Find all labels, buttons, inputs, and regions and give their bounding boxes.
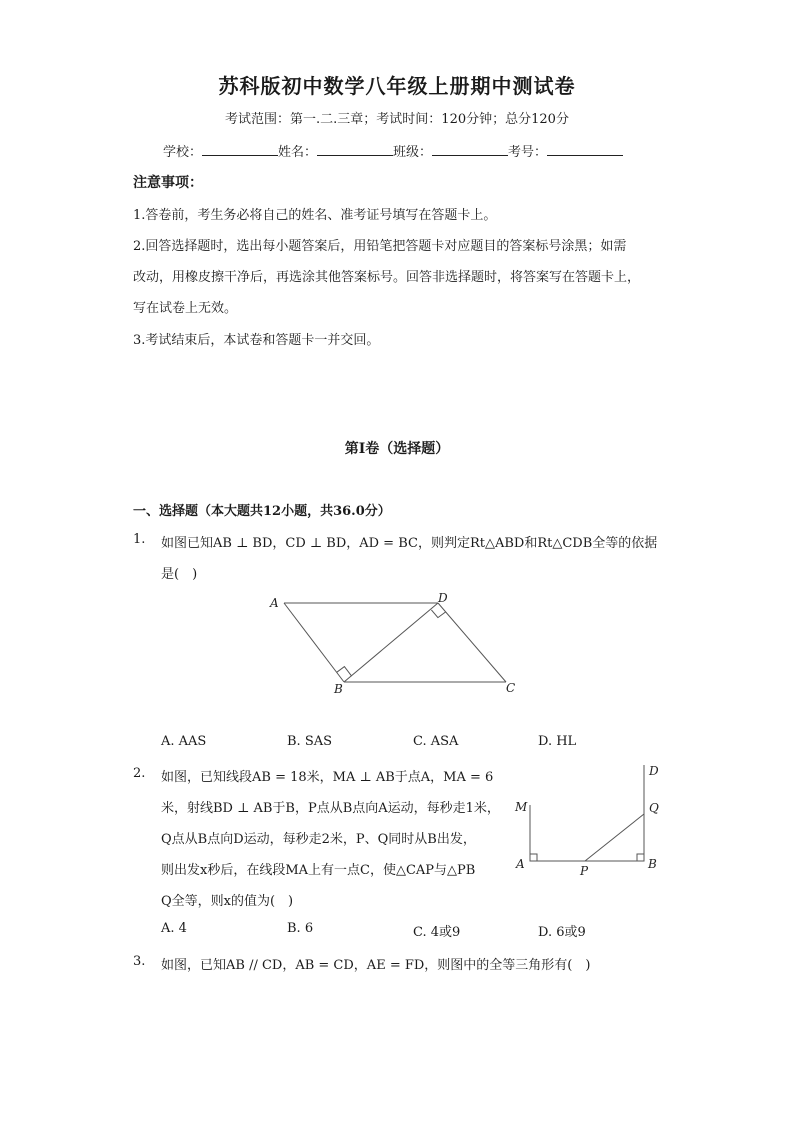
q2-option-c[interactable]: C. 4或9 — [413, 925, 461, 940]
q2-text-line-4: 则出发x秒后，在线段MA上有一点C，使△CAP与△PB — [161, 863, 476, 878]
label-d: D — [438, 591, 448, 605]
q1-text-line-1: 如图已知AB ⊥ BD，CD ⊥ BD，AD = BC，则判定Rt△ABD和Rt△CDB全等的依据 — [161, 536, 658, 551]
volume-heading: 第Ⅰ卷（选择题） — [344, 441, 450, 457]
q2-number: 2. — [133, 766, 146, 781]
exam-number-blank[interactable] — [547, 141, 623, 156]
q1-option-a[interactable]: A. AAS — [161, 734, 207, 749]
q3-text-line-1: 如图，已知AB // CD，AB = CD，AE = FD，则图中的全等三角形有( ) — [161, 958, 591, 973]
school-label: 学校： — [163, 145, 203, 160]
label-d: D — [649, 764, 659, 778]
q2-text-line-3: Q点从B点向D运动，每秒走2米，P、Q同时从B出发， — [161, 832, 476, 847]
note-1: 1.答卷前，考生务必将自己的姓名、准考证号填写在答题卡上。 — [133, 208, 497, 223]
q2-text-line-1: 如图，已知线段AB = 18米，MA ⊥ AB于点A，MA = 6 — [161, 770, 494, 785]
name-label: 姓名： — [278, 145, 318, 160]
label-b: B — [334, 682, 343, 696]
q1-option-b[interactable]: B. SAS — [287, 734, 333, 749]
section-heading: 一、选择题（本大题共12小题，共36.0分） — [133, 504, 391, 519]
label-c: C — [506, 681, 516, 695]
q2-text-line-2: 米，射线BD ⊥ AB于B，P点从B点向A运动，每秒走1米， — [161, 801, 500, 816]
q2-figure — [510, 760, 670, 880]
q2-option-d[interactable]: D. 6或9 — [538, 925, 586, 940]
label-a: A — [516, 857, 525, 871]
right-angle-b — [637, 854, 644, 861]
note-2-line-1: 2.回答选择题时，选出每小题答案后，用铅笔把答题卡对应题目的答案标号涂黑；如需 — [133, 239, 627, 254]
q1-option-c[interactable]: C. ASA — [413, 734, 459, 749]
page-title: 苏科版初中数学八年级上册期中测试卷 — [218, 74, 576, 98]
q3-number: 3. — [133, 954, 146, 969]
label-q: Q — [649, 801, 659, 815]
q1-figure — [260, 590, 530, 700]
exam-subtitle: 考试范围：第一.二.三章；考试时间：120分钟；总分120分 — [225, 112, 569, 127]
segment-dc — [438, 603, 506, 682]
q2-option-a[interactable]: A. 4 — [161, 921, 187, 936]
q2-text-line-5: Q全等，则x的值为( ) — [161, 894, 294, 909]
label-a: A — [270, 596, 279, 610]
q2-option-b[interactable]: B. 6 — [287, 921, 314, 936]
segment-bd — [344, 603, 438, 682]
q1-number: 1. — [133, 532, 146, 547]
school-blank[interactable] — [202, 141, 278, 156]
segment-ab — [284, 603, 344, 682]
q1-option-d[interactable]: D. HL — [538, 734, 577, 749]
note-2-line-2: 改动，用橡皮擦干净后，再选涂其他答案标号。回答非选择题时，将答案写在答题卡上， — [133, 270, 641, 285]
class-label: 班级： — [393, 145, 433, 160]
class-blank[interactable] — [432, 141, 508, 156]
notes-heading: 注意事项： — [133, 175, 203, 191]
name-blank[interactable] — [317, 141, 393, 156]
exam-number-label: 考号： — [508, 145, 548, 160]
label-b: B — [648, 857, 657, 871]
right-angle-d — [431, 610, 445, 618]
right-angle-a — [530, 854, 537, 861]
q1-text-line-2: 是( ) — [161, 567, 198, 582]
label-m: M — [515, 800, 528, 814]
note-2-line-3: 写在试卷上无效。 — [133, 301, 238, 316]
note-3: 3.考试结束后，本试卷和答题卡一并交回。 — [133, 333, 380, 348]
label-p: P — [580, 864, 589, 878]
segment-pq — [585, 814, 644, 861]
student-info-line — [163, 141, 623, 160]
